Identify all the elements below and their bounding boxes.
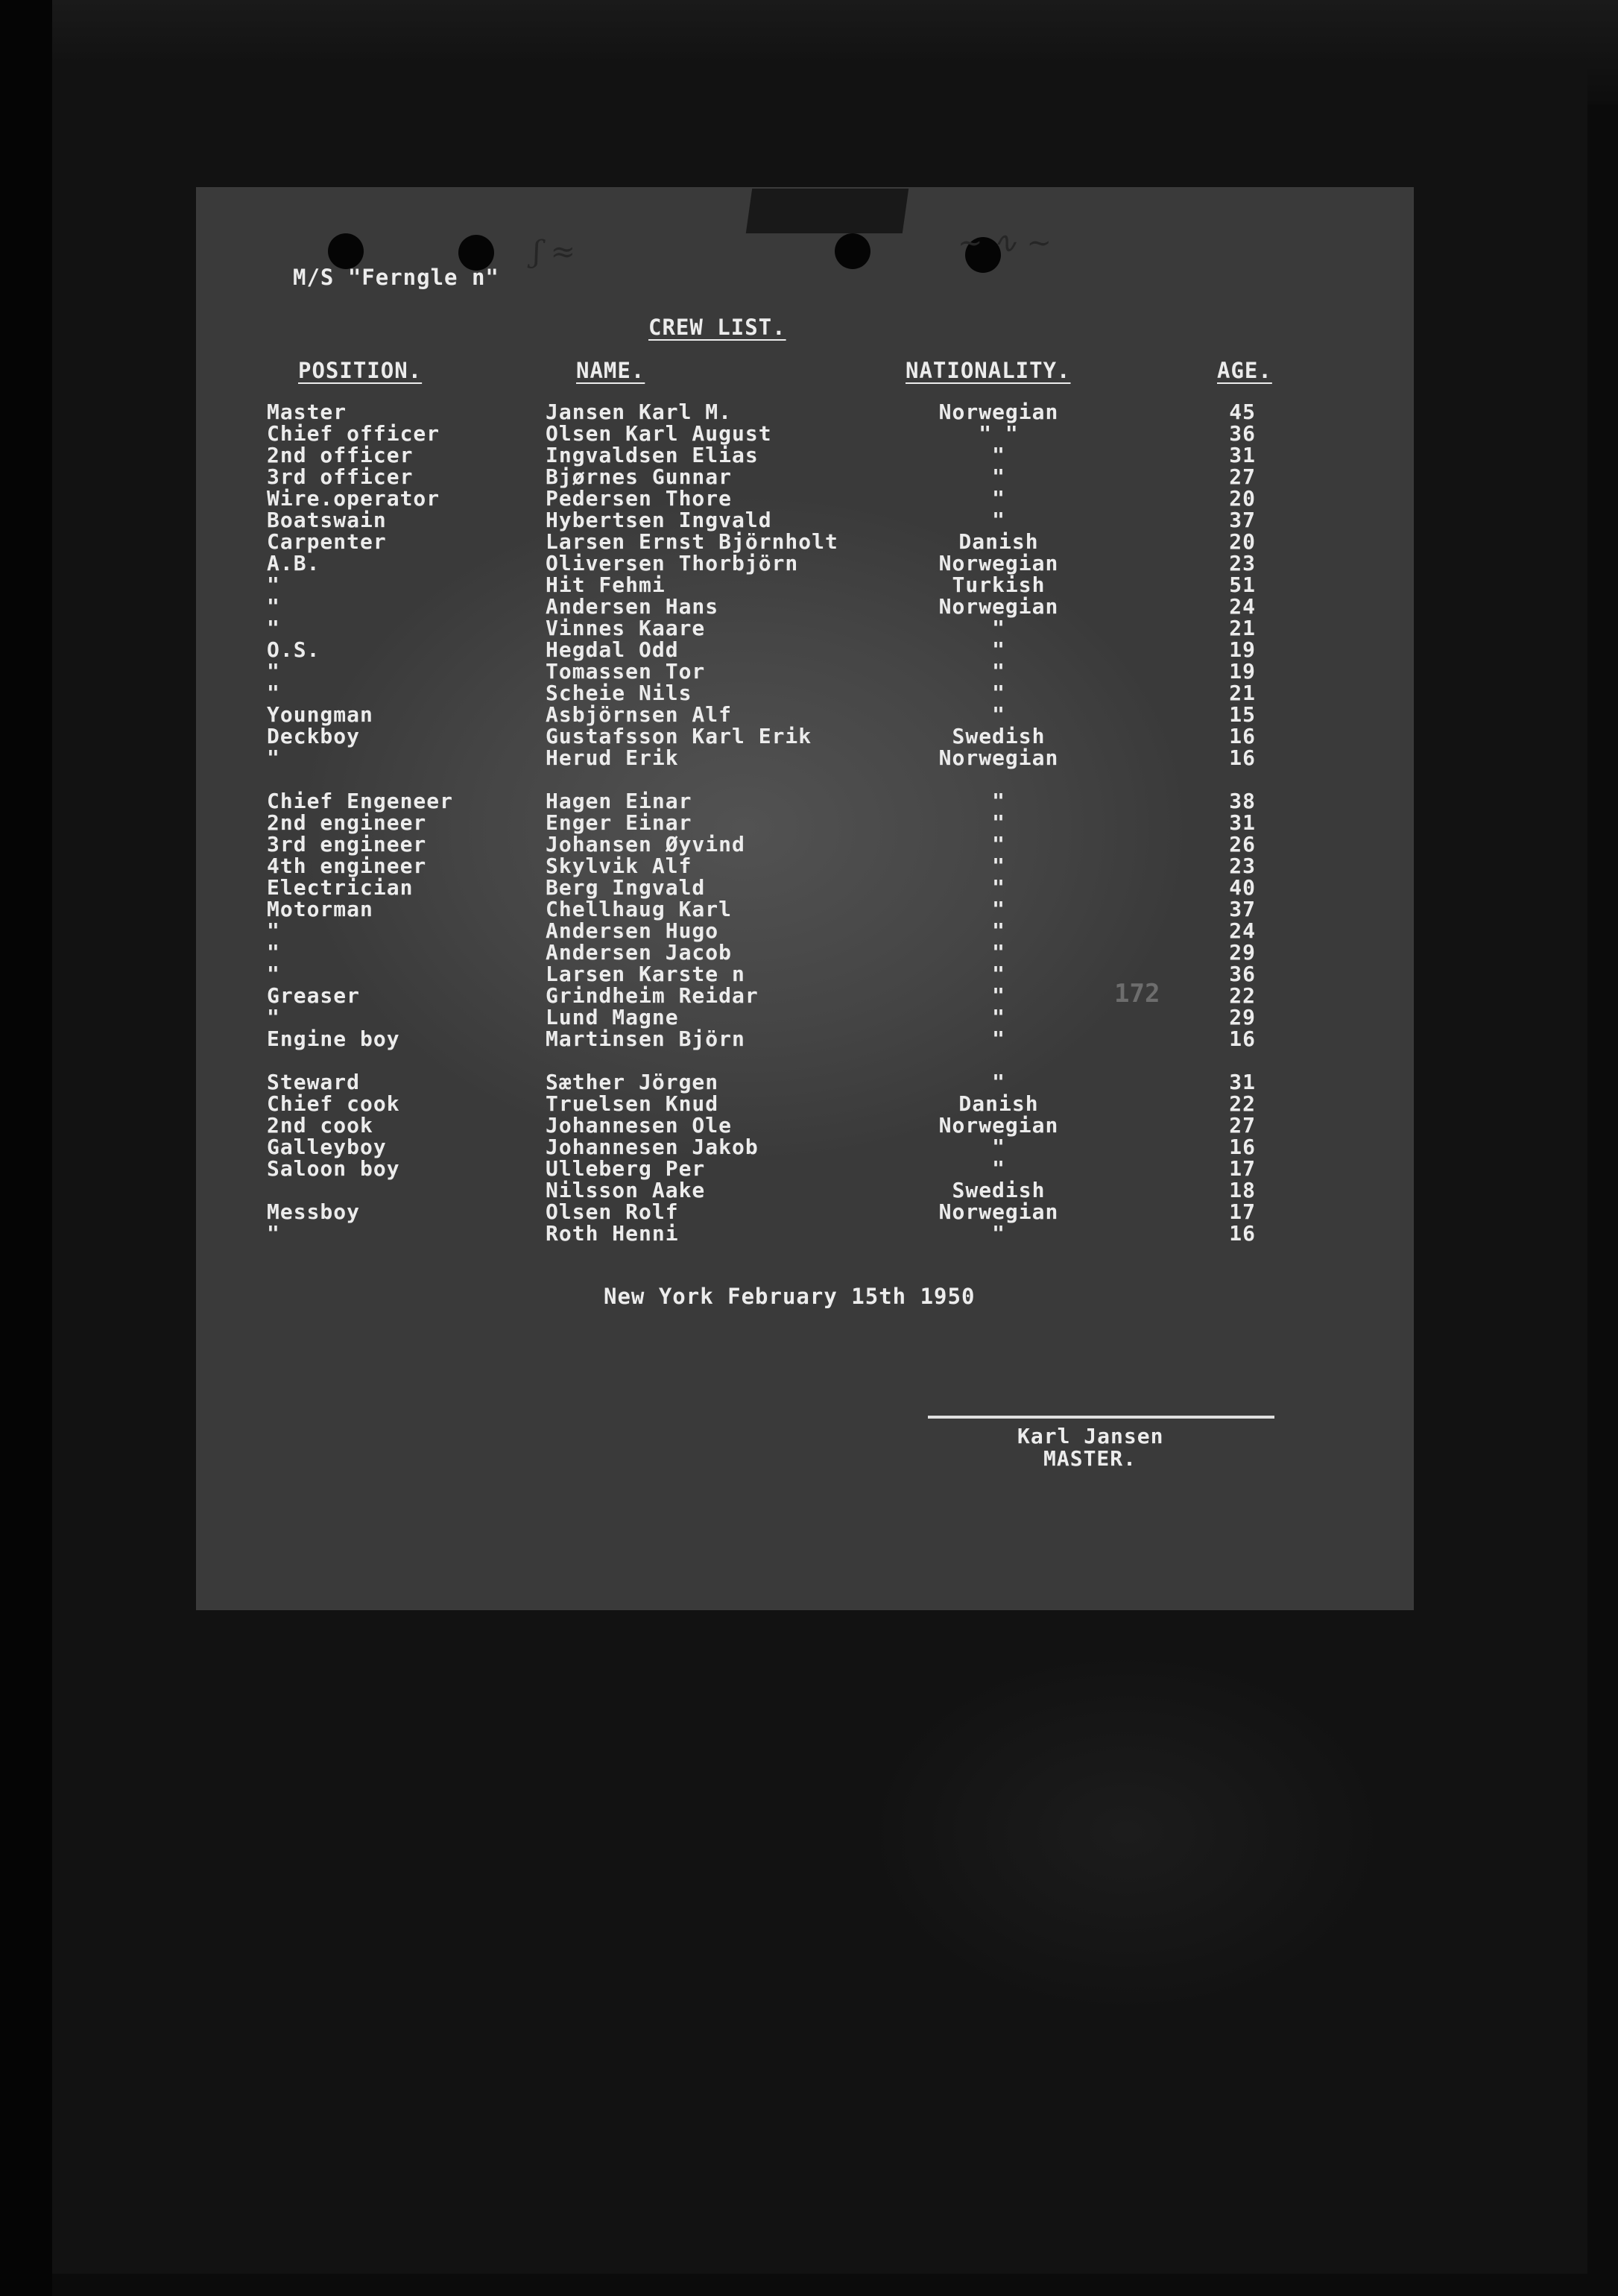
cell-name: Lund Magne bbox=[546, 1005, 679, 1029]
cell-age: 40 bbox=[1229, 875, 1256, 900]
cell-nationality: " bbox=[992, 637, 1005, 662]
cell-position: " bbox=[267, 918, 280, 943]
cell-name: Martinsen Björn bbox=[546, 1026, 745, 1051]
cell-name: Jansen Karl M. bbox=[546, 400, 733, 424]
cell-name: Pedersen Thore bbox=[546, 486, 733, 511]
cell-position: Wire.operator bbox=[267, 486, 440, 511]
cell-name: Gustafsson Karl Erik bbox=[546, 724, 812, 748]
cell-position: O.S. bbox=[267, 637, 320, 662]
cell-name: Skylvik Alf bbox=[546, 854, 692, 878]
document-title: CREW LIST. bbox=[648, 315, 786, 340]
cell-nationality: Norwegian bbox=[938, 594, 1059, 619]
cell-age: 21 bbox=[1229, 616, 1256, 640]
cell-nationality: Swedish bbox=[952, 724, 1046, 748]
cell-nationality: " bbox=[992, 508, 1005, 532]
cell-position: Motorman bbox=[267, 897, 373, 921]
cell-position: Saloon boy bbox=[267, 1156, 400, 1181]
cell-position: Carpenter bbox=[267, 529, 387, 554]
signature-name: Karl Jansen bbox=[1017, 1424, 1164, 1448]
cell-position: " bbox=[267, 1221, 280, 1246]
signature-line bbox=[928, 1416, 1274, 1419]
cell-position: Messboy bbox=[267, 1199, 361, 1224]
cell-name: Ulleberg Per bbox=[546, 1156, 706, 1181]
handwritten-mark: ʃ ≈ bbox=[533, 235, 576, 269]
cell-name: Andersen Hans bbox=[546, 594, 719, 619]
cell-position: Chief officer bbox=[267, 421, 440, 446]
cell-name: Larsen Karste n bbox=[546, 962, 745, 986]
cell-nationality: " bbox=[992, 1135, 1005, 1159]
cell-nationality: Norwegian bbox=[938, 1113, 1059, 1138]
cell-age: 37 bbox=[1229, 897, 1256, 921]
cell-nationality: " bbox=[992, 1156, 1005, 1181]
cell-age: 15 bbox=[1229, 702, 1256, 727]
cell-position: 2nd engineer bbox=[267, 810, 427, 835]
cell-age: 27 bbox=[1229, 464, 1256, 489]
cell-name: Vinnes Kaare bbox=[546, 616, 706, 640]
punch-hole bbox=[835, 233, 870, 269]
cell-name: Nilsson Aake bbox=[546, 1178, 706, 1202]
cell-age: 19 bbox=[1229, 637, 1256, 662]
cell-position: " bbox=[267, 940, 280, 965]
cell-age: 17 bbox=[1229, 1199, 1256, 1224]
cell-age: 36 bbox=[1229, 421, 1256, 446]
cell-name: Andersen Jacob bbox=[546, 940, 733, 965]
cell-age: 45 bbox=[1229, 400, 1256, 424]
date-line: New York February 15th 1950 bbox=[604, 1284, 976, 1309]
cell-position: " bbox=[267, 659, 280, 684]
cell-age: 18 bbox=[1229, 1178, 1256, 1202]
cell-name: Chellhaug Karl bbox=[546, 897, 733, 921]
cell-nationality: Norwegian bbox=[938, 400, 1059, 424]
cell-position: Greaser bbox=[267, 983, 361, 1008]
cell-position: " bbox=[267, 962, 280, 986]
cell-age: 31 bbox=[1229, 1070, 1256, 1094]
cell-age: 31 bbox=[1229, 443, 1256, 467]
cell-name: Olsen Karl August bbox=[546, 421, 772, 446]
cell-name: Hit Fehmi bbox=[546, 573, 666, 597]
punch-hole bbox=[328, 233, 364, 269]
cell-position: " bbox=[267, 573, 280, 597]
cell-name: Olsen Rolf bbox=[546, 1199, 679, 1224]
cell-nationality: " bbox=[992, 443, 1005, 467]
cell-nationality: " bbox=[992, 983, 1005, 1008]
cell-position: 3rd engineer bbox=[267, 832, 427, 857]
cell-age: 29 bbox=[1229, 940, 1256, 965]
cell-name: Bjørnes Gunnar bbox=[546, 464, 733, 489]
cell-nationality: " bbox=[992, 464, 1005, 489]
cell-nationality: Danish bbox=[958, 1091, 1039, 1116]
tape-strip bbox=[746, 189, 908, 233]
scan-left-edge bbox=[0, 0, 52, 2296]
cell-position: Chief cook bbox=[267, 1091, 400, 1116]
cell-nationality: " bbox=[992, 897, 1005, 921]
cell-name: Johannesen Jakob bbox=[546, 1135, 759, 1159]
cell-age: 17 bbox=[1229, 1156, 1256, 1181]
cell-position: " bbox=[267, 681, 280, 705]
cell-nationality: " bbox=[992, 810, 1005, 835]
cell-age: 27 bbox=[1229, 1113, 1256, 1138]
vessel-name: M/S "Ferngle n" bbox=[293, 265, 499, 290]
cell-age: 36 bbox=[1229, 962, 1256, 986]
handwritten-mark: ~ ∿ ~ bbox=[958, 226, 1052, 260]
cell-age: 16 bbox=[1229, 1135, 1256, 1159]
cell-position: Electrician bbox=[267, 875, 414, 900]
cell-age: 19 bbox=[1229, 659, 1256, 684]
cell-position: Boatswain bbox=[267, 508, 387, 532]
signature-title: MASTER. bbox=[1043, 1446, 1137, 1471]
cell-name: Herud Erik bbox=[546, 745, 679, 770]
cell-nationality: " bbox=[992, 918, 1005, 943]
cell-nationality: " bbox=[992, 854, 1005, 878]
cell-age: 21 bbox=[1229, 681, 1256, 705]
cell-nationality: " bbox=[992, 789, 1005, 813]
cell-name: Berg Ingvald bbox=[546, 875, 706, 900]
cell-position: Master bbox=[267, 400, 347, 424]
crew-list-document bbox=[197, 189, 1412, 1609]
cell-nationality: " bbox=[992, 832, 1005, 857]
cell-position: Steward bbox=[267, 1070, 361, 1094]
cell-age: 20 bbox=[1229, 486, 1256, 511]
cell-nationality: " bbox=[992, 1026, 1005, 1051]
cell-name: Sæther Jörgen bbox=[546, 1070, 719, 1094]
cell-position: Youngman bbox=[267, 702, 373, 727]
cell-name: Asbjörnsen Alf bbox=[546, 702, 733, 727]
cell-position: Deckboy bbox=[267, 724, 361, 748]
cell-age: 31 bbox=[1229, 810, 1256, 835]
cell-name: Enger Einar bbox=[546, 810, 692, 835]
cell-nationality: Norwegian bbox=[938, 551, 1059, 575]
cell-age: 37 bbox=[1229, 508, 1256, 532]
cell-name: Hagen Einar bbox=[546, 789, 692, 813]
cell-name: Roth Henni bbox=[546, 1221, 679, 1246]
cell-position: " bbox=[267, 745, 280, 770]
cell-position: " bbox=[267, 1005, 280, 1029]
cell-nationality: Turkish bbox=[952, 573, 1046, 597]
cell-nationality: " bbox=[992, 486, 1005, 511]
cell-position: 4th engineer bbox=[267, 854, 427, 878]
cell-name: Andersen Hugo bbox=[546, 918, 719, 943]
cell-age: 38 bbox=[1229, 789, 1256, 813]
cell-name: Tomassen Tor bbox=[546, 659, 706, 684]
cell-nationality: " bbox=[992, 1005, 1005, 1029]
cell-name: Johansen Øyvind bbox=[546, 832, 745, 857]
header-nationality: NATIONALITY. bbox=[906, 358, 1071, 383]
cell-age: 20 bbox=[1229, 529, 1256, 554]
header-age: AGE. bbox=[1217, 358, 1272, 383]
cell-nationality: " bbox=[992, 659, 1005, 684]
cell-name: Larsen Ernst Björnholt bbox=[546, 529, 838, 554]
cell-nationality: " bbox=[992, 1221, 1005, 1246]
cell-age: 22 bbox=[1229, 1091, 1256, 1116]
cell-position: 2nd officer bbox=[267, 443, 414, 467]
cell-nationality: " bbox=[992, 702, 1005, 727]
cell-nationality: " " bbox=[979, 421, 1019, 446]
cell-age: 51 bbox=[1229, 573, 1256, 597]
cell-age: 24 bbox=[1229, 918, 1256, 943]
cell-position: 2nd cook bbox=[267, 1113, 373, 1138]
cell-position: Engine boy bbox=[267, 1026, 400, 1051]
cell-nationality: " bbox=[992, 875, 1005, 900]
cell-age: 22 bbox=[1229, 983, 1256, 1008]
cell-position: " bbox=[267, 594, 280, 619]
cell-nationality: Danish bbox=[958, 529, 1039, 554]
cell-position: " bbox=[267, 616, 280, 640]
cell-position: Chief Engeneer bbox=[267, 789, 454, 813]
cell-position: Galleyboy bbox=[267, 1135, 387, 1159]
stamp-number: 172 bbox=[1114, 979, 1160, 1009]
cell-name: Ingvaldsen Elias bbox=[546, 443, 759, 467]
cell-name: Johannesen Ole bbox=[546, 1113, 733, 1138]
cell-age: 23 bbox=[1229, 551, 1256, 575]
header-position: POSITION. bbox=[298, 358, 423, 383]
cell-position: A.B. bbox=[267, 551, 320, 575]
cell-nationality: " bbox=[992, 681, 1005, 705]
cell-age: 23 bbox=[1229, 854, 1256, 878]
cell-age: 24 bbox=[1229, 594, 1256, 619]
cell-age: 16 bbox=[1229, 724, 1256, 748]
cell-nationality: " bbox=[992, 962, 1005, 986]
cell-age: 29 bbox=[1229, 1005, 1256, 1029]
cell-nationality: " bbox=[992, 1070, 1005, 1094]
cell-name: Grindheim Reidar bbox=[546, 983, 759, 1008]
cell-age: 16 bbox=[1229, 1221, 1256, 1246]
cell-age: 16 bbox=[1229, 1026, 1256, 1051]
cell-position: 3rd officer bbox=[267, 464, 414, 489]
cell-nationality: " bbox=[992, 616, 1005, 640]
cell-nationality: Norwegian bbox=[938, 1199, 1059, 1224]
cell-nationality: " bbox=[992, 940, 1005, 965]
cell-name: Hegdal Odd bbox=[546, 637, 679, 662]
cell-name: Oliversen Thorbjörn bbox=[546, 551, 799, 575]
cell-age: 26 bbox=[1229, 832, 1256, 857]
cell-name: Scheie Nils bbox=[546, 681, 692, 705]
cell-nationality: Norwegian bbox=[938, 745, 1059, 770]
cell-name: Hybertsen Ingvald bbox=[546, 508, 772, 532]
cell-age: 16 bbox=[1229, 745, 1256, 770]
cell-name: Truelsen Knud bbox=[546, 1091, 719, 1116]
header-name: NAME. bbox=[576, 358, 645, 383]
cell-nationality: Swedish bbox=[952, 1178, 1046, 1202]
